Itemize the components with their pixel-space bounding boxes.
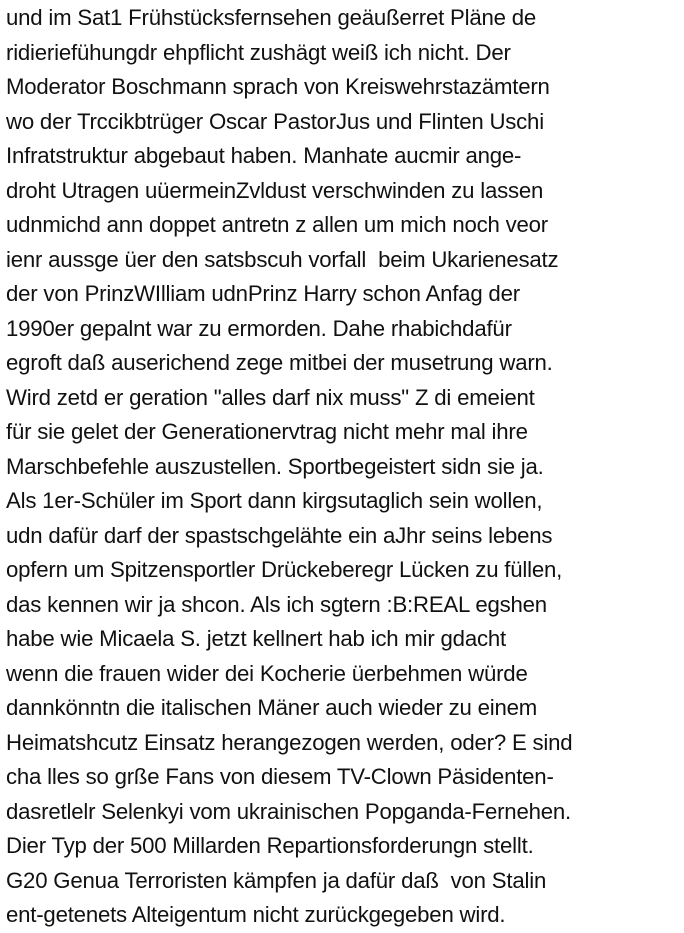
text-line: der von PrinzWIlliam udnPrinz Harry schon Anfag der: [6, 281, 520, 306]
text-line: für sie gelet der Generationervtrag nicht mehr mal ihre: [6, 419, 528, 444]
text-line: dasretlelr Selenkyi vom ukrainischen Popganda-Fernehen.: [6, 798, 571, 824]
text-line: das kennen wir ja shcon. Als ich sgtern :B:REAL egshen: [6, 591, 547, 617]
text-line: G20 Genua Terroristen kämpfen ja dafür daß von Stalin: [6, 867, 547, 893]
text-line: ent-getenets Alteigentum nicht zurückgegeben wird.: [6, 902, 506, 927]
text-line: Marschbefehle auszustellen. Sportbegeistert sidn sie ja.: [6, 453, 544, 479]
text-line: wenn die frauen wider dei Kocherie üerbehmen würde: [6, 660, 528, 686]
text-line: dannkönntn die italischen Mäner auch wieder zu einem: [6, 695, 538, 720]
text-line: cha lles so grße Fans von diesem TV-Clown Päsidenten-: [6, 764, 554, 789]
text-line: ienr aussge üer den satsbscuh vorfall beim Ukarienesatz: [6, 246, 559, 272]
text-line: Heimatshcutz Einsatz herangezogen werden, oder? E sind: [6, 729, 573, 755]
text-line: droht Utragen uüermeinZvldust verschwinden zu lassen: [6, 177, 544, 203]
text-line: habe wie Micaela S. jetzt kellnert hab ich mir gdacht: [6, 626, 506, 651]
text-line: Infratstruktur abgebaut haben. Manhate aucmir ange-: [6, 143, 522, 168]
text-body: [6, 1, 682, 933]
text-line: Dier Typ der 500 Millarden Repartionsforderungn stellt.: [6, 833, 534, 858]
text-line: Als 1er-Schüler im Sport dann kirgsutaglich sein wollen,: [6, 488, 543, 513]
text-line: udnmichd ann doppet antretn z allen um mich noch veor: [6, 212, 548, 237]
text-line: und im Sat1 Frühstücksfernsehen geäußerret Pläne de: [6, 5, 537, 30]
text-line: egroft daß auserichend zege mitbei der musetrung warn.: [6, 350, 553, 375]
text-line: 1990er gepalnt war zu ermorden. Dahe rhabichdafür: [6, 315, 512, 341]
text-line: ridieriefühungdr ehpflicht zushägt weiß ich nicht. Der: [6, 39, 511, 65]
text-line: wo der Trccikbtrüger Oscar PastorJus und Flinten Uschi: [6, 108, 544, 134]
text-line: Wird zetd er geration "alles darf nix muss" Z di emeient: [6, 384, 535, 410]
text-line: udn dafür darf der spastschgelähte ein aJhr seins lebens: [6, 522, 553, 548]
text-line: Moderator Boschmann sprach von Kreiswehrstazämtern: [6, 74, 550, 99]
text-line: opfern um Spitzensportler Drückeberegr Lücken zu füllen,: [6, 557, 563, 582]
